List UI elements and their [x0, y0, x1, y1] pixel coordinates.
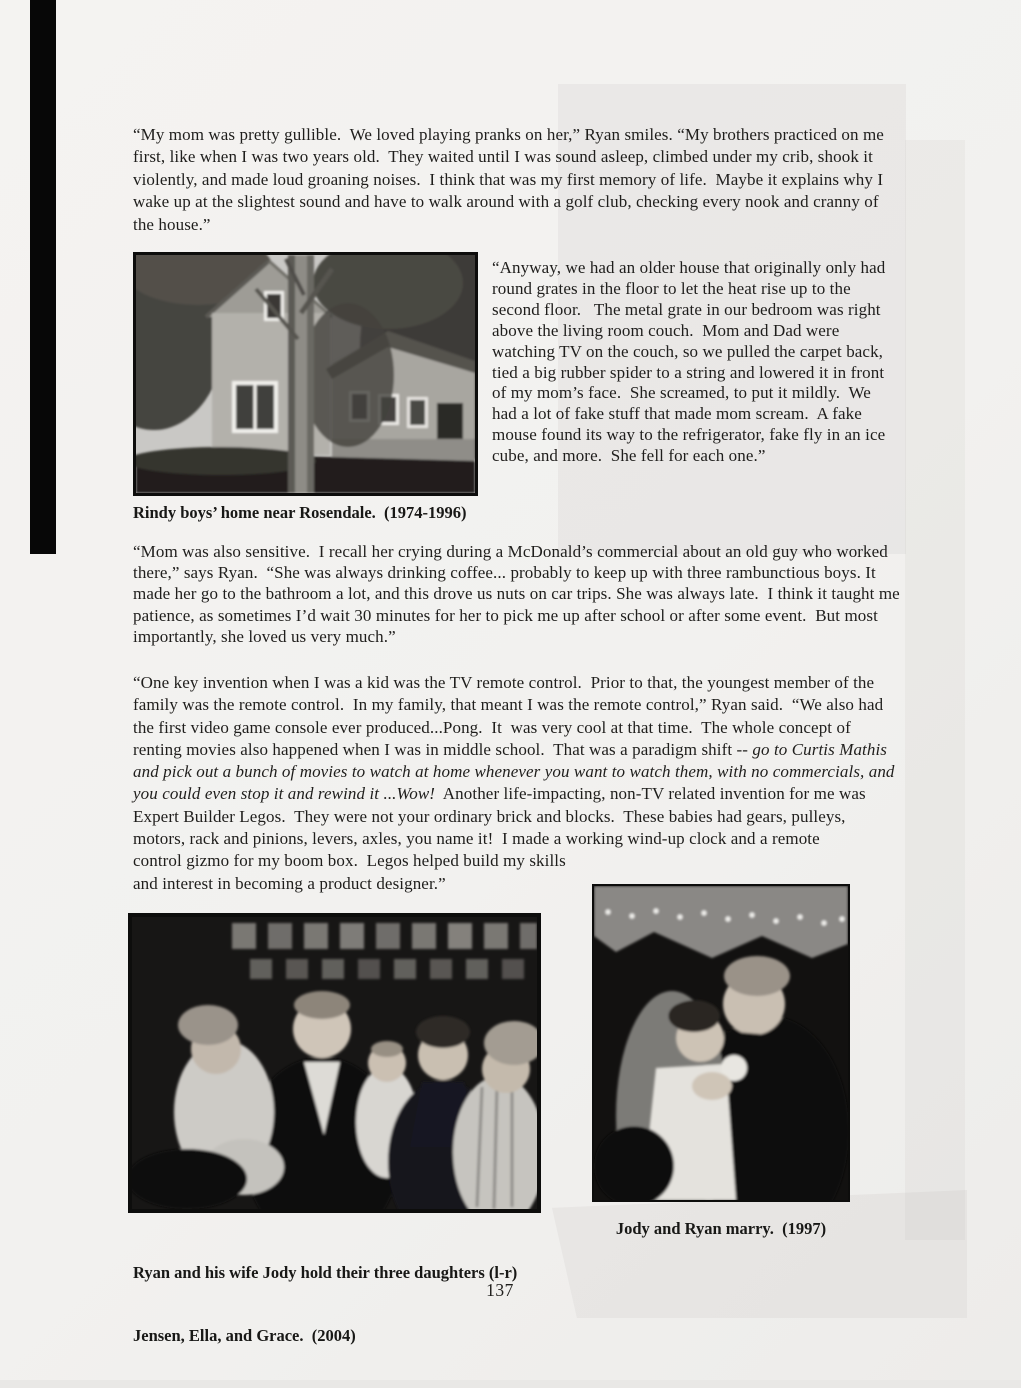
- paragraph-inventions-italic: go to Curtis Mathis and pick out a bunch of movies to watch at home whenever you want to watch them, with no commercials, and you could even stop it and rewind it ...Wow!: [133, 739, 899, 804]
- scan-edge-artifact-bar: [30, 0, 56, 554]
- house-photo-figure: [133, 252, 478, 523]
- paragraph-pranks: “My mom was pretty gullible. We loved playing pranks on her,” Ryan smiles. “My brothers practiced on me first, like when I was two years old. They waited until I was sound asleep, climbed under my crib, shook it violently, and made loud groaning noises. I think that was my first memory of life. Maybe it explains why I wake up at the slightest sound and have to walk around with a golf club, checking every nook and cranny of the house.”: [133, 125, 889, 234]
- paragraph-mom-sensitive: “Mom was also sensitive. I recall her crying during a McDonald’s commercial about an old guy who worked there,” says Ryan. “She was always drinking coffee... probably to keep up with three rambunctious boys. It made her go to the bathroom a lot, and this drove us nuts on car trips. She was always late. I think it taught me patience, as sometimes I’d wait 30 minutes for her to pick me up after school or after some event. But most importantly, she loved us very much.”: [133, 542, 905, 646]
- paragraph-inventions-tail: control gizmo for my boom box. Legos helped build my skills and interest in becoming a product designer.”: [133, 851, 571, 893]
- paragraph-inventions-roman-2: Another life-impacting, non-TV related invention for me was Expert Builder Legos. They were not your ordinary brick and blocks. These babies had gears, pulleys, motors, rack and pinions, levers, axles, you name it! I made a working wind-up clock and a remote: [133, 784, 871, 849]
- family-photo-art: [132, 917, 537, 1209]
- scan-bleedthrough-right-edge: [905, 140, 965, 1240]
- wedding-photo-figure: [592, 884, 850, 1239]
- family-photo-figure: [128, 913, 541, 1388]
- wedding-photo-caption: Jody and Ryan marry. (1997): [615, 1219, 827, 1238]
- paragraph-inventions: [133, 672, 899, 895]
- paragraph-inventions-roman-1: “One key invention when I was a kid was the TV remote control. Prior to that, the youngest member of the family was the remote control. In my family, that meant I was the remote control,” Ryan said. “We also had the first video game console ever produced...Pong. It was very cool at that time. The whole concept of renting movies also happened when I was in middle school. That was a paradigm shift --: [133, 673, 888, 759]
- house-photo: [133, 252, 478, 496]
- family-photo-caption-line1: Ryan and his wife Jody hold their three daughters (l-r): [133, 1263, 518, 1282]
- wedding-photo: [592, 884, 850, 1202]
- house-photo-caption: Rindy boys’ home near Rosendale. (1974-1996): [133, 503, 467, 522]
- family-photo: [128, 913, 541, 1213]
- family-photo-caption: [133, 1220, 541, 1388]
- house-photo-art: [136, 255, 475, 493]
- paragraph-older-house: “Anyway, we had an older house that originally only had round grates in the floor to let the heat rise up to the second floor. The metal grate in our bedroom was right above the living room couch. Mom and Dad were watching TV on the couch, so we pulled the carpet back, tied a big rubber spider to a string and lowered it in front of my mom’s face. She screamed, to put it mildly. We had a lot of fake stuff that made mom scream. A fake mouse found its way to the refrigerator, fake fly in an ice cube, and more. She fell for each one.”: [492, 258, 890, 466]
- page-number: 137: [486, 1280, 514, 1300]
- wedding-photo-art: [594, 886, 848, 1200]
- family-photo-caption-line2: Jensen, Ella, and Grace. (2004): [133, 1326, 356, 1345]
